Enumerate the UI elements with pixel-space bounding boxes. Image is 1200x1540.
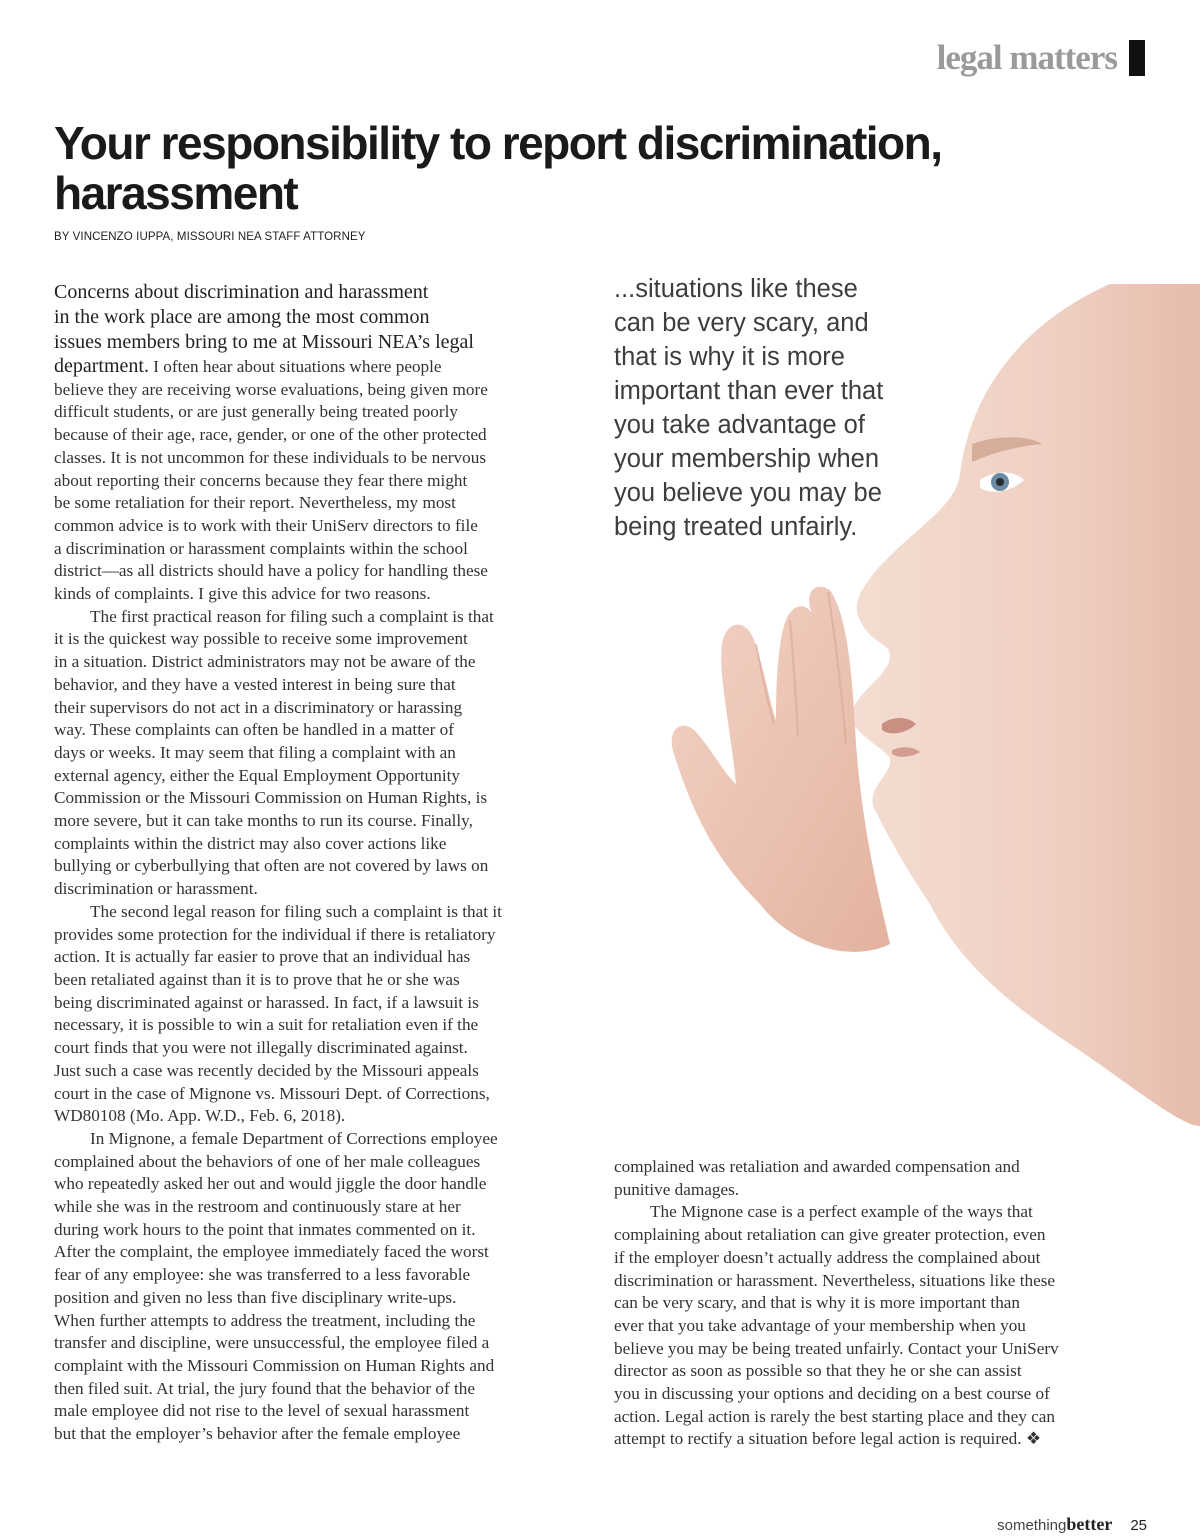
headline-line-1: Your responsibility to report discrimination, [54,117,942,169]
pull-quote-line: your membership when [614,445,880,473]
body-line: discrimination or harassment. [54,879,258,899]
footer-brand-thin: something [997,1517,1067,1534]
section-tag [937,38,1145,78]
body-line: district—as all districts should have a policy for handling these [54,561,488,581]
body-line: way. These complaints can often be handled in a matter of [54,720,454,740]
lead-transition-line [54,355,584,379]
body-line: been retaliated against than it is to prove that he or she was [54,969,460,989]
headline-line-2: harassment [54,167,298,219]
body-line: punitive damages. [614,1179,740,1199]
lead-line: issues members bring to me at Missouri NEA’s legal [54,331,474,353]
body-line: The first practical reason for filing such a complaint is that [90,606,494,626]
article-column-right [614,1156,1154,1451]
body-line: can be very scary, and that is why it is more important than [614,1293,1021,1313]
lead-last-rest: I often hear about situations where people [148,357,442,376]
body-line: then filed suit. At trial, the jury found that the behavior of the [54,1378,475,1398]
body-line: transfer and discipline, were unsuccessful, the employee filed a [54,1333,490,1353]
body-line: WD80108 (Mo. App. W.D., Feb. 6, 2018). [54,1106,346,1126]
body-line: attempt to rectify a situation before legal action is required. ❖ [614,1429,1042,1449]
body-line: a discrimination or harassment complaints within the school [54,538,468,558]
body-line: while she was in the restroom and continuously stare at her [54,1197,461,1217]
pull-quote-line: being treated unfairly. [614,513,858,541]
body-line: bullying or cyberbullying that often are not covered by laws on [54,856,489,876]
page-footer [997,1514,1147,1535]
body-line: discrimination or harassment. Nevertheless, situations like these [614,1270,1056,1290]
pull-quote-line: that is why it is more [614,343,845,371]
body-line: during work hours to the point that inmates commented on it. [54,1219,476,1239]
body-line: complained was retaliation and awarded compensation and [614,1157,1020,1176]
body-line: external agency, either the Equal Employment Opportunity [54,765,461,785]
body-line: male employee did not rise to the level of sexual harassment [54,1401,470,1421]
body-line: believe you may be being treated unfairly. Contact your UniServ [614,1338,1059,1358]
body-line: court in the case of Mignone vs. Missouri Dept. of Corrections, [54,1083,490,1103]
body-line: in a situation. District administrators may not be aware of the [54,652,476,672]
body-line: difficult students, or are just generally being treated poorly [54,402,458,422]
section-tag-bar [1129,40,1145,76]
body-line: Just such a case was recently decided by the Missouri appeals [54,1060,479,1080]
body-line: days or weeks. It may seem that filing a complaint with an [54,742,456,762]
body-line: behavior, and they have a vested interest in being sure that [54,674,456,694]
byline: BY VINCENZO IUPPA, MISSOURI NEA STAFF ATTORNEY [54,231,366,243]
article-headline [54,118,1054,218]
body-line: In Mignone, a female Department of Corrections employee [90,1128,498,1148]
body-line: fear of any employee: she was transferred to a less favorable [54,1265,471,1285]
eye-pupil [996,478,1004,486]
body-line: Commission or the Missouri Commission on Human Rights, is [54,788,488,808]
body-line: who repeatedly asked her out and would jiggle the door handle [54,1174,487,1194]
body-line: it is the quickest way possible to receive some improvement [54,629,468,649]
pull-quote-line: important than ever that [614,377,884,405]
lead-line: Concerns about discrimination and harassment [54,281,429,303]
body-line: you in discussing your options and deciding on a best course of [614,1384,1050,1404]
pull-quote-line: ...situations like these [614,275,858,303]
pull-quote-line: you take advantage of [614,411,865,439]
body-line: provides some protection for the individual if there is retaliatory [54,924,496,944]
body-line: The Mignone case is a perfect example of the ways that [650,1202,1033,1222]
body-line: more severe, but it can take months to run its course. Finally, [54,811,473,831]
body-line: being discriminated against or harassed. In fact, if a lawsuit is [54,992,479,1012]
hand-shape [672,587,890,952]
body-line: about reporting their concerns because they fear there might [54,470,468,490]
body-line: complaints within the district may also cover actions like [54,833,447,853]
body-line: action. Legal action is rarely the best starting place and they can [614,1406,1055,1426]
body-line: complaining about retaliation can give greater protection, even [614,1225,1046,1245]
pull-quote-line: you believe you may be [614,479,882,507]
body-line: complained about the behaviors of one of her male colleagues [54,1151,481,1171]
lead-last-word: department. [54,355,149,377]
body-line: director as soon as possible so that they he or she can assist [614,1361,1022,1381]
section-tag-text: legal matters [936,38,1117,77]
body-line: their supervisors do not act in a discriminatory or harassing [54,697,463,717]
body-line: action. It is actually far easier to prove that an individual has [54,947,471,967]
body-line: classes. It is not uncommon for these individuals to be nervous [54,447,487,467]
lead-line: in the work place are among the most common [54,306,430,328]
body-line: court finds that you were not illegally discriminated against. [54,1038,468,1058]
body-line: The second legal reason for filing such a complaint is that it [90,901,502,921]
body-line: kinds of complaints. I give this advice for two reasons. [54,584,431,604]
body-line: After the complaint, the employee immediately faced the worst [54,1242,489,1262]
body-line: but that the employer’s behavior after the female employee [54,1424,461,1444]
body-line: because of their age, race, gender, or one of the other protected [54,425,487,445]
body-line: complaint with the Missouri Commission on Human Rights and [54,1355,495,1375]
body-line: be some retaliation for their report. Nevertheless, my most [54,493,456,513]
body-line: believe they are receiving worse evaluations, being given more [54,379,488,399]
pull-quote-line: can be very scary, and [614,309,869,337]
body-line: common advice is to work with their UniServ directors to file [54,515,478,535]
body-line: if the employer doesn’t actually address the complained about [614,1247,1041,1267]
body-line: necessary, it is possible to win a suit for retaliation even if the [54,1015,479,1035]
footer-brand-bold: better [1066,1514,1113,1534]
page-number: 25 [1130,1517,1147,1534]
body-line: When further attempts to address the treatment, including the [54,1310,476,1330]
pull-quote [614,272,934,544]
body-line: position and given no less than five disciplinary write-ups. [54,1287,457,1307]
article-column-left [54,280,584,1446]
body-line: ever that you take advantage of your membership when you [614,1315,1026,1335]
